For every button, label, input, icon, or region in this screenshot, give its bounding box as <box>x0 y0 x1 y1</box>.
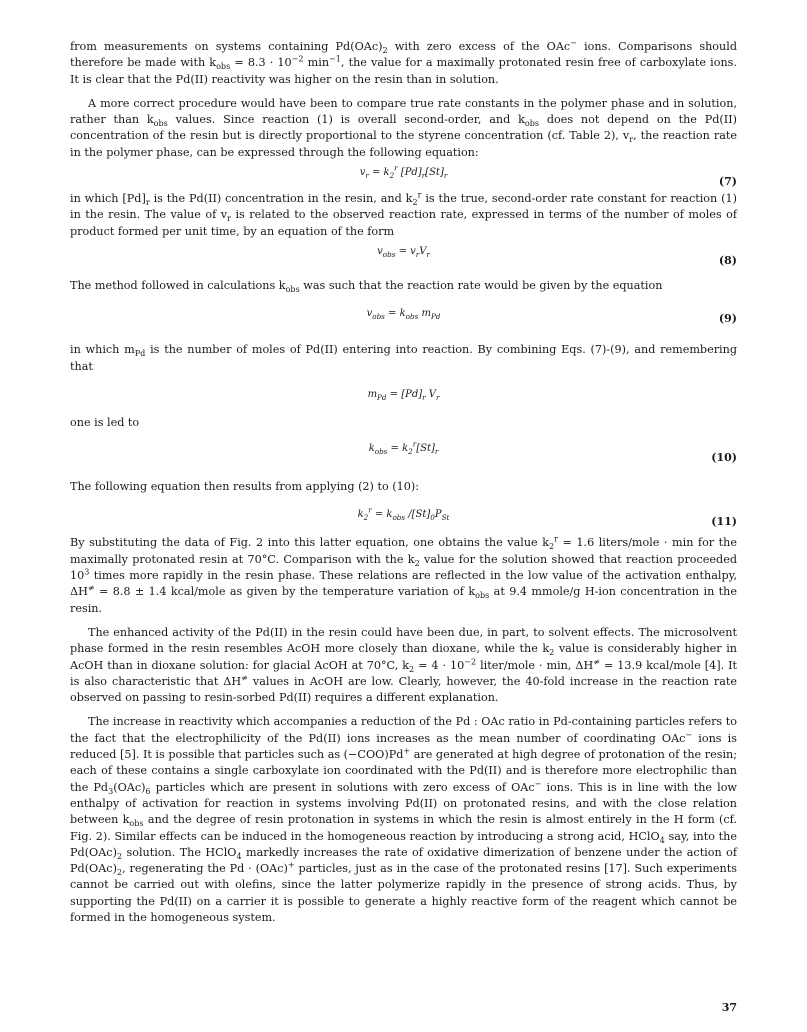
equation-10: $k_{obs} = k_2^r[St]_r$ (10) <box>368 439 737 465</box>
paragraph-9: The enhanced activity of the Pd(II) in the resin could have been due, in part, to solvent effects. The microsolvent phase formed in the resin resembles AcOH more closely than dioxane, while the $k_2$ value is considerably higher in AcOH than in dioxane solution: for glacial AcOH at 70°C, $k_2 = 4 \cdot 10^{-2}$ liter/mole · min, ΔH≠ = 13.9 kcal/mole [4]. It is also characteristic that ΔH≠ values in AcOH are low. Clearly, however, the 40-fold increase in the reaction rate observed on passing to resin-sorbed Pd(II) requires a different explanation. <box>70 625 737 705</box>
equation-11: $k_2^r = k_{obs}$ $/[St]_0P_{St}$ (11) <box>357 506 737 529</box>
page-number: 37 <box>721 1001 737 1014</box>
equation-8: $v_{obs} = v_rV_r$ (8) <box>377 245 737 267</box>
paragraph-8: By substituting the data of Fig. 2 into this latter equation, one obtains the value $k_2^r = 1.6$ liters/mole · min for the maximally protonated resin at 70°C. Comparison with the $k_2$ value for the solution showed that reaction proceeded $10^3$ times more rapidly in the resin phase. These relations are reflected in the low value of the activation enthalpy, ΔH≠ = 8.8 ± 1.4 kcal/mole as given by the temperature variation of $k_{obs}$ at 9.4 mmole/g H-ion concentration in the resin. <box>70 534 738 615</box>
equation-9: $v_{obs} = k_{obs}$ $m_{Pd}$ (9) <box>366 308 737 326</box>
paragraph-1: from measurements on systems containing $Pd(OAc)_2$ with zero excess of the OAc− ions. Comparisons should therefore be made with $k_{obs} = 8.3 \cdot 10^{-2}$ $\min^{-1}$, the value for a maximally protonated resin free of carboxylate ions. It is clear that the Pd(II) reactivity was higher on the resin than in solution. <box>70 38 737 86</box>
equation-number: (10) <box>711 451 737 465</box>
document-page <box>70 39 737 926</box>
equation-mpd: $m_{Pd} = [Pd]_r$ $V_r$ <box>367 388 440 402</box>
paragraph-3: in which $[Pd]_r$ is the Pd(II) concentration in the resin, and $k_2^r$ is the true, second-order rate constant for reaction (1) in the resin. The value of $v_r$ is related to the observed reaction rate, expressed in terms of the number of moles of product formed per unit time, by an equation of the form <box>70 190 738 238</box>
paragraph-4: The method followed in calculations $k_{obs}$ was such that the reaction rate would be given by the equation <box>70 278 663 295</box>
paragraph-7: The following equation then results from applying (2) to (10): <box>70 480 419 494</box>
paragraph-5: in which $m_{Pd}$ is the number of moles of Pd(II) entering into reaction. By combining Eqs. (7)-(9), and remembering that <box>70 343 737 373</box>
equation-number: (11) <box>711 515 737 529</box>
equation-number: (7) <box>718 175 737 189</box>
paragraph-10: The increase in reactivity which accompanies a reduction of the Pd : OAc ratio in Pd-containing particles refers to the fact that the electrophilicity of the Pd(II) ions increases as the mean number of coordinating OAc− ions is reduced [5]. It is possible that particles such as (−COO)Pd+ are generated at high degree of protonation of the resin; each of these contains a single carboxylate ion coordinated with the Pd(II) and is therefore more electrophilic than the $Pd_3(OAc)_6$ particles which are present in solutions with zero excess of OAc− ions. This is in line with the low enthalpy of activation for reaction in systems involving Pd(II) on protonated resins, and with the close relation between $k_{obs}$ and the degree of resin protonation in systems in which the resin is almost entirely in the H form (cf. Fig. 2). Similar effects can be induced in the homogeneous reaction by introducing a strong acid, HClO$_4$ say, into the $Pd(OAc)_2$ solution. The HClO$_4$ markedly increases the rate of oxidative dimerization of benzene under the action of $Pd(OAc)_2$, regenerating the Pd · (OAc)+ particles, just as in the case of the protonated resins [17]. Such experiments cannot be carried out with olefins, since the latter polymerize rapidly in the presence of strong acids. Thus, by supporting the Pd(II) on a carrier it is possible to generate a highly reactive form of the reagent which cannot be formed in the homogeneous system. <box>70 715 738 924</box>
equation-number: (8) <box>718 253 737 267</box>
paragraph-6: one is led to <box>70 415 140 429</box>
equation-number: (9) <box>718 312 737 326</box>
paragraph-2: A more correct procedure would have been to compare true rate constants in the polymer phase and in solution, rather than $k_{obs}$ values. Since reaction (1) is overall second-order, and $k_{obs}$ does not depend on the Pd(II) concentration of the resin but is directly proportional to the styrene concentration (cf. Table 2), $v_r$, the reaction rate in the polymer phase, can be expressed through the following equation: <box>70 96 737 159</box>
equation-7: $v_r = k_2^r$ $[Pd]_r[St]_r$ (7) <box>359 163 737 189</box>
